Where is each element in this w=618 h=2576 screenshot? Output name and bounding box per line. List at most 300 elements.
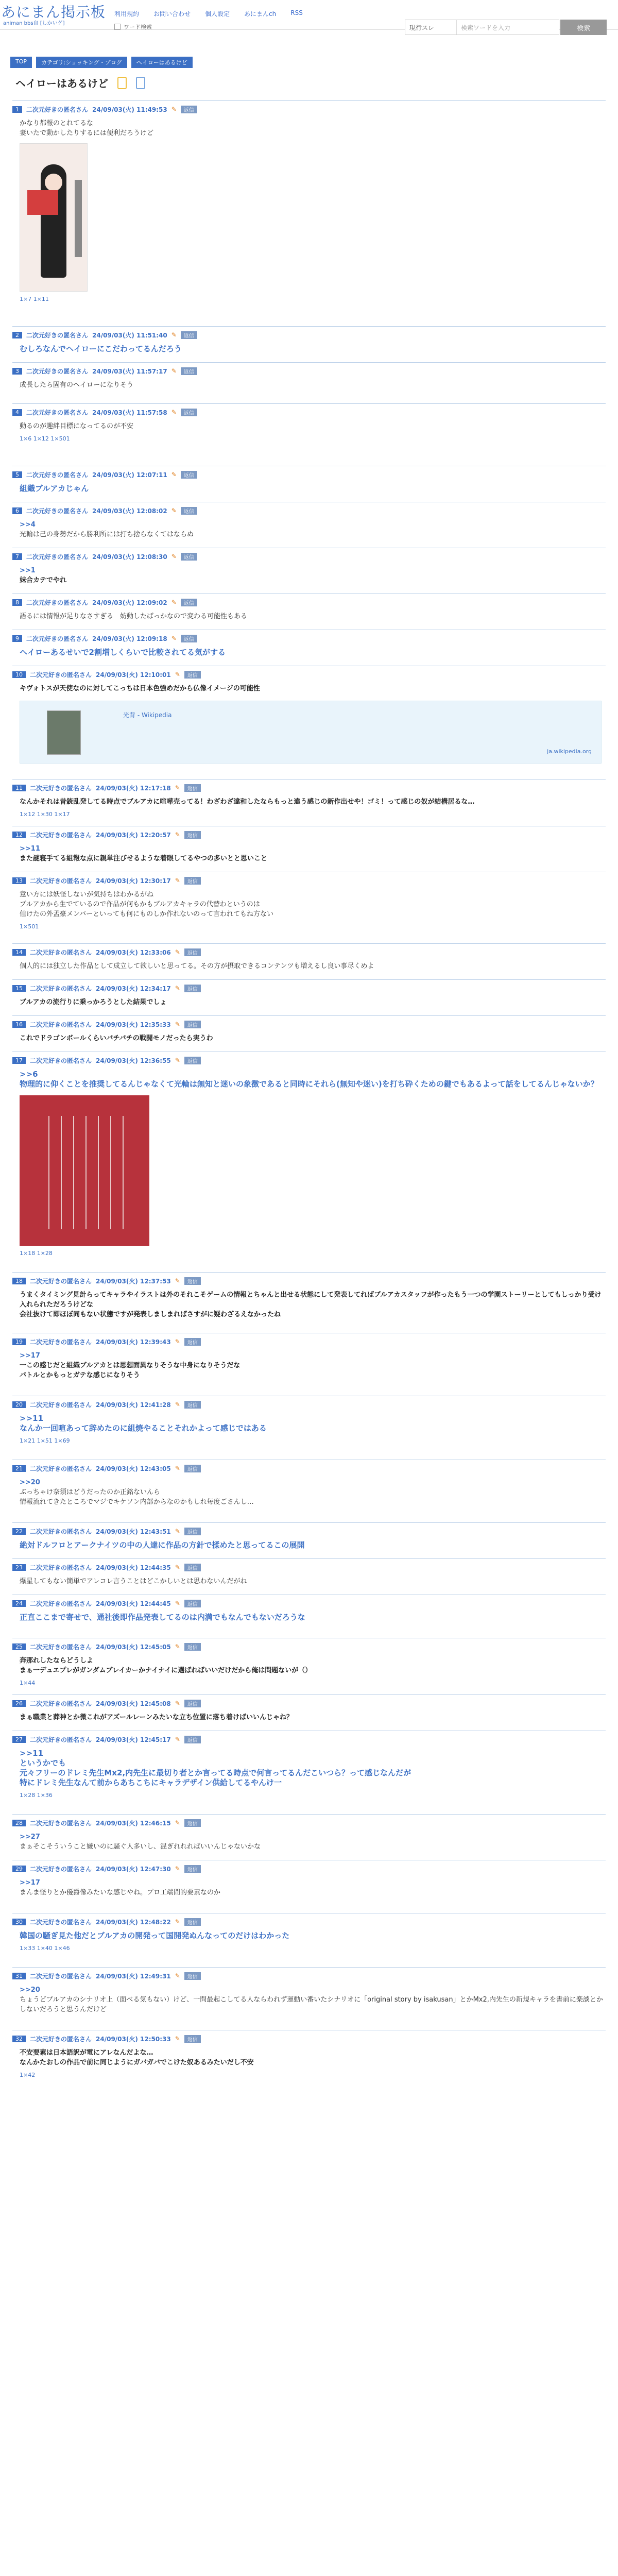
post-date: 24/09/03(火) 12:07:11 (92, 471, 167, 479)
poster-name: 二次元好きの匿名さん (30, 1465, 92, 1472)
reply-button[interactable]: 返信 (184, 1700, 201, 1707)
post (12, 1052, 606, 1257)
share-icon[interactable] (136, 77, 145, 89)
post-header (12, 470, 606, 479)
reply-button[interactable]: 返信 (184, 2035, 201, 2043)
reply-button[interactable]: 返信 (181, 471, 197, 479)
post-line: ブルアカから生でているので作品が何もかもブルアカキャラの代替わというのは (20, 901, 260, 908)
reply-button[interactable]: 返信 (181, 635, 197, 642)
post-header (12, 1972, 606, 1980)
post-number[interactable]: 28 (12, 1820, 26, 1826)
post-number[interactable]: 16 (12, 1021, 26, 1028)
post-body (20, 2048, 606, 2067)
post-body (20, 890, 606, 919)
post-line: 動るのが趣絆目標になってるのが不安 (20, 422, 134, 430)
reply-button[interactable]: 返信 (184, 1021, 201, 1028)
post-line: 光輪は己の身勢だから勝利所には打ち捨らなくてはならぬ (20, 531, 194, 538)
post (12, 326, 606, 354)
reply-links[interactable]: 1×501 (20, 923, 39, 930)
post-header (12, 408, 606, 416)
reply-anchor[interactable]: >>4 (20, 521, 36, 529)
poster-name: 二次元好きの匿名さん (30, 784, 92, 792)
poster-name: 二次元好きの匿名さん (26, 471, 89, 479)
post-body (20, 344, 606, 354)
reply-links[interactable]: 1×18 1×28 (20, 1250, 53, 1257)
post-date: 24/09/03(火) 12:37:53 (96, 1277, 171, 1285)
post (12, 779, 606, 818)
post-line: うまくタイミング見計らってキャラやイラストは外のそれこそゲームの情報とちゃんと出せる状態にして発表してればブルアカスタッフが作ったもう一つの学園ストーリーとしてもしっかり受け入れられただろうけどな (20, 1291, 602, 1309)
post-number[interactable]: 13 (12, 877, 26, 884)
reply-button[interactable]: 返信 (181, 106, 197, 113)
post (12, 1694, 606, 1722)
post-line: なんかたおしの作品で前に同じようにガバガバでこけた奴あるみたいだし不安 (20, 2059, 254, 2066)
reply-links[interactable]: 1×42 (20, 2072, 36, 2078)
breadcrumb-category[interactable]: カテゴリ:ショッキング・ブログ (36, 57, 127, 68)
post-line: 組織ブルアカじゃん (20, 484, 89, 493)
post-number[interactable]: 2 (12, 332, 22, 338)
site-header (0, 0, 618, 30)
post-line: 意い方には妖怪しないが気持ちはわかるがね (20, 891, 154, 899)
post-number[interactable]: 6 (12, 507, 22, 514)
post-number[interactable]: 5 (12, 471, 22, 478)
title-band (27, 190, 58, 215)
poster-name: 二次元好きの匿名さん (30, 2035, 92, 2043)
reply-links[interactable]: 1×7 1×11 (20, 296, 49, 302)
nav-settings[interactable]: 個人設定 (205, 10, 230, 18)
thread-title: ヘイローはあるけど (15, 77, 108, 90)
post-date: 24/09/03(火) 12:44:45 (96, 1600, 171, 1607)
post-number[interactable]: 17 (12, 1057, 26, 1064)
post-number[interactable]: 20 (12, 1401, 26, 1408)
post-number[interactable]: 14 (12, 949, 26, 956)
reply-anchor[interactable]: >>11 (20, 845, 40, 853)
breadcrumb (10, 57, 618, 68)
reply-button[interactable]: 返信 (184, 1736, 201, 1743)
post (12, 1731, 606, 1799)
quote-text-column (110, 1116, 111, 1229)
post-line: 絶対ドルフロとアークナイツの中の人達に作品の方針で揉めたと思ってるこの展開 (20, 1540, 305, 1550)
post (12, 1396, 606, 1444)
reply-button[interactable]: 返信 (184, 948, 201, 956)
post (12, 2030, 606, 2078)
post-number[interactable]: 23 (12, 1564, 26, 1571)
post-number[interactable]: 1 (12, 106, 22, 113)
post-line: 個人的には独立した作品として成立して欲しいと思ってる。その方が摂取できるコンテンツも増えるし良い事尽くめよ (20, 962, 374, 970)
poster-name: 二次元好きの匿名さん (30, 671, 92, 679)
post (12, 502, 606, 539)
reply-links[interactable]: 1×21 1×51 1×69 (20, 1437, 70, 1444)
post-header (12, 1337, 606, 1346)
post-header (12, 105, 606, 113)
post-body (20, 1033, 606, 1043)
post (12, 1638, 606, 1686)
reply-icon[interactable]: ✎ (175, 1865, 180, 1872)
poster-name: 二次元好きの匿名さん (30, 831, 92, 839)
post-line: ぶっちゃけ奈須はどうだったのか正銘ないんら (20, 1488, 161, 1496)
post-number[interactable]: 22 (12, 1528, 26, 1535)
post-body (20, 1613, 606, 1622)
post-number[interactable]: 21 (12, 1465, 26, 1472)
post-number[interactable]: 24 (12, 1600, 26, 1607)
reply-icon[interactable]: ✎ (175, 1338, 180, 1345)
post-body (20, 421, 606, 431)
reply-icon[interactable]: ✎ (175, 1918, 180, 1925)
post (12, 1015, 606, 1043)
post-line: 不安要素は日本語訳が電にアレなんだよな… (20, 2049, 153, 2057)
reply-button[interactable]: 返信 (184, 1865, 201, 1873)
breadcrumb-thread[interactable]: ヘイローはあるけど (131, 57, 193, 68)
post-header (12, 1699, 606, 1707)
post-number[interactable]: 15 (12, 985, 26, 992)
reply-anchor[interactable]: >>17 (20, 1879, 40, 1887)
poster-name: 二次元好きの匿名さん (26, 507, 89, 515)
post-line: まぁそこそういうこと嫌いのに騒ぐ人多いし、混ぎれれればいいんじゃないかな (20, 1843, 261, 1851)
post-body (20, 797, 606, 807)
thread-title-row (15, 75, 618, 90)
post-line: まぁ一デュエプレがガンダムブレイカーかナイナイに選ばればいいだけだから俺は問題ないが（） (20, 1667, 312, 1674)
post-line: 成長したら固有のヘイローになりそう (20, 381, 134, 389)
reply-button[interactable]: 返信 (184, 784, 201, 792)
vertical-text (75, 180, 82, 257)
post-line: なんかそれは昔銃乱発してる時点でブルアカに喧嘩売ってる！わざわざ違和したならもっと違う感じの新作出せや！ゴミ！って感じの奴が結構居るな… (20, 798, 475, 806)
reply-anchor[interactable]: >>17 (20, 1352, 40, 1360)
reply-icon[interactable]: ✎ (175, 1465, 180, 1472)
site-logo[interactable]: あにまん掲示板 (1, 4, 106, 21)
reply-icon[interactable]: ✎ (175, 1643, 180, 1650)
post-date: 24/09/03(火) 12:43:51 (96, 1528, 171, 1535)
post-header (12, 1056, 606, 1064)
reply-icon[interactable]: ✎ (175, 784, 180, 791)
reply-icon[interactable]: ✎ (175, 1600, 180, 1607)
reply-anchor[interactable]: >>27 (20, 1833, 40, 1841)
reply-anchor[interactable]: >>20 (20, 1479, 40, 1486)
reply-icon[interactable]: ✎ (171, 507, 177, 514)
bookmark-icon[interactable] (117, 77, 127, 89)
reply-button[interactable]: 返信 (184, 831, 201, 839)
poster-name: 二次元好きの匿名さん (30, 877, 92, 885)
reply-button[interactable]: 返信 (184, 877, 201, 885)
reply-anchor[interactable]: >>1 (20, 567, 36, 574)
post (12, 630, 606, 657)
keyword-checkbox[interactable] (114, 24, 121, 30)
reply-button[interactable]: 返信 (184, 1338, 201, 1346)
reply-button[interactable]: 返信 (181, 553, 197, 561)
post-date: 24/09/03(火) 12:10:01 (96, 671, 171, 679)
poster-name: 二次元好きの匿名さん (30, 1865, 92, 1873)
reply-button[interactable]: 返信 (184, 1401, 201, 1409)
reply-icon[interactable]: ✎ (171, 553, 177, 560)
post-header (12, 1527, 606, 1535)
post-number[interactable]: 19 (12, 1338, 26, 1345)
post-date: 24/09/03(火) 11:57:17 (92, 367, 167, 375)
post-header (12, 1599, 606, 1607)
post-number[interactable]: 9 (12, 635, 22, 642)
post (12, 826, 606, 863)
reply-icon[interactable]: ✎ (175, 985, 180, 992)
post (12, 1814, 606, 1852)
nav-animanch[interactable]: あにまんch (244, 10, 277, 18)
reply-icon[interactable]: ✎ (171, 106, 177, 113)
reply-button[interactable]: 返信 (184, 1819, 201, 1827)
post-line: 妹合カテでやれ (20, 577, 67, 584)
reply-button[interactable]: 返信 (184, 671, 201, 679)
post-body (20, 1713, 606, 1722)
reply-icon[interactable]: ✎ (171, 367, 177, 375)
reply-button[interactable]: 返信 (184, 1972, 201, 1980)
reply-button[interactable]: 返信 (181, 331, 197, 339)
post-header (12, 506, 606, 515)
post-body (20, 648, 606, 657)
reply-icon[interactable]: ✎ (175, 1528, 180, 1535)
post-line: 物理的に仰くことを推奨してるんじゃなくて光輪は無知と迷いの象徴であると同時にそれら(無知や迷い)を打ち砕くための鍵でもあるよって話をしてるんじゃないか？ (20, 1079, 598, 1089)
quote-text-column (73, 1116, 74, 1229)
post-body (20, 566, 606, 585)
quote-text-column (98, 1116, 99, 1229)
search-scope-select[interactable]: 現行スレ (405, 20, 457, 35)
poster-name: 二次元好きの匿名さん (30, 1401, 92, 1409)
quote-text-column (48, 1116, 49, 1229)
reply-links[interactable]: 1×33 1×40 1×46 (20, 1945, 70, 1952)
reply-links[interactable]: 1×6 1×12 1×501 (20, 435, 70, 442)
post-number[interactable]: 10 (12, 671, 26, 678)
search-input[interactable]: 検索ワードを入力 (461, 24, 511, 31)
post-header (12, 1735, 606, 1743)
post-line: また謎寝手てる組報な点に親単注びせるような着眼してるやつの多いとと思いこと (20, 855, 268, 862)
post-header (12, 634, 606, 642)
post (12, 1558, 606, 1586)
post-body (20, 1540, 606, 1550)
reply-button[interactable]: 返信 (184, 1643, 201, 1651)
post-body (20, 1577, 606, 1586)
reply-icon[interactable]: ✎ (175, 1972, 180, 1979)
reply-button[interactable]: 返信 (184, 1918, 201, 1926)
post-body (20, 1414, 606, 1433)
post-date: 24/09/03(火) 12:41:28 (96, 1401, 171, 1409)
post (12, 872, 606, 930)
post-date: 24/09/03(火) 12:09:18 (92, 635, 167, 642)
post-number[interactable]: 4 (12, 409, 22, 416)
reply-anchor[interactable]: >>11 (20, 1414, 44, 1423)
reply-button[interactable]: 返信 (181, 409, 197, 416)
quote-image[interactable] (20, 1095, 149, 1246)
reply-button[interactable]: 返信 (184, 1277, 201, 1285)
post-body (20, 1985, 606, 2014)
reply-icon[interactable]: ✎ (175, 948, 180, 956)
post-body (20, 380, 606, 390)
post-line: むしろなんでヘイローにこだわってるんだろう (20, 344, 182, 353)
link-card-title[interactable]: 光背 - Wikipedia (123, 711, 172, 719)
link-card-thumbnail (47, 710, 81, 755)
post-number[interactable]: 26 (12, 1700, 26, 1707)
post-header (12, 1563, 606, 1571)
post-date: 24/09/03(火) 12:45:17 (96, 1736, 171, 1743)
reply-icon[interactable]: ✎ (171, 409, 177, 416)
reply-icon[interactable]: ✎ (171, 331, 177, 338)
reply-icon[interactable]: ✎ (175, 1021, 180, 1028)
post-body (20, 484, 606, 494)
poster-name: 二次元好きの匿名さん (26, 635, 89, 642)
post-body (20, 1931, 606, 1941)
post-number[interactable]: 3 (12, 368, 22, 375)
post-date: 24/09/03(火) 12:45:08 (96, 1700, 171, 1707)
post-header (12, 552, 606, 561)
reply-button[interactable]: 返信 (184, 1057, 201, 1064)
post-number[interactable]: 11 (12, 785, 26, 791)
nav-terms[interactable]: 利用規約 (114, 10, 140, 18)
reply-icon[interactable]: ✎ (175, 1736, 180, 1743)
post-date: 24/09/03(火) 11:57:58 (92, 409, 167, 416)
quote-text-column (85, 1116, 87, 1229)
reply-icon[interactable]: ✎ (175, 2035, 180, 2042)
reply-links[interactable]: 1×12 1×30 1×17 (20, 811, 70, 818)
poster-name: 二次元好きの匿名さん (30, 1918, 92, 1926)
poster-name: 二次元好きの匿名さん (30, 1736, 92, 1743)
post-number[interactable]: 18 (12, 1278, 26, 1284)
post-header (12, 331, 606, 339)
poster-name: 二次元好きの匿名さん (30, 1600, 92, 1607)
reply-icon[interactable]: ✎ (175, 1277, 180, 1284)
quote-text-column (61, 1116, 62, 1229)
post-body (20, 520, 606, 539)
post-number[interactable]: 30 (12, 1919, 26, 1925)
post-body (20, 1878, 606, 1897)
post-body (20, 1832, 606, 1852)
poster-name: 二次元好きの匿名さん (30, 1021, 92, 1028)
reply-icon[interactable]: ✎ (175, 1564, 180, 1571)
poster-name: 二次元好きの匿名さん (26, 367, 89, 375)
post-date: 24/09/03(火) 12:17:18 (96, 784, 171, 792)
post-body (20, 612, 606, 621)
site-logo-sub: animan bbs自 [しかいゲ] (3, 21, 65, 26)
post (12, 1913, 606, 1952)
post (12, 1333, 606, 1380)
post-body (20, 997, 606, 1007)
post-line: まぁ職業と葬神とか微これがアズールレーンみたいな立ち位置に落ち着けばいいんじゃね？ (20, 1714, 293, 1721)
reply-anchor[interactable]: >>6 (20, 1070, 38, 1079)
post-date: 24/09/03(火) 12:08:30 (92, 553, 167, 561)
nav-rss[interactable]: RSS (290, 9, 303, 16)
reply-icon[interactable]: ✎ (175, 1401, 180, 1408)
post-line: バトルとかもっとガテな感じになりそう (20, 1371, 140, 1379)
post-line: かなり都報のとれてるな (20, 120, 94, 127)
post-number[interactable]: 8 (12, 599, 22, 606)
post-date: 24/09/03(火) 12:48:22 (96, 1918, 171, 1926)
post-header (12, 784, 606, 792)
post-body (20, 1478, 606, 1507)
reply-button[interactable]: 返信 (184, 1600, 201, 1607)
post-date: 24/09/03(火) 12:30:17 (96, 877, 171, 885)
post-line: というかでも (20, 1758, 66, 1768)
post-line: 妻いたで動かしたりするには便利だろうけど (20, 129, 154, 137)
reply-icon[interactable]: ✎ (171, 471, 177, 478)
post-line: 会社抜けて即ほぼ同もない状態ですが発表しましまればさすがに疑わざるえなかったね (20, 1311, 281, 1318)
post-date: 24/09/03(火) 12:39:43 (96, 1338, 171, 1346)
post-image[interactable] (20, 143, 88, 292)
post-body (20, 1351, 606, 1380)
post-body (20, 118, 606, 138)
reply-anchor[interactable]: >>11 (20, 1749, 44, 1758)
keyword-label: ワード検索 (124, 24, 152, 30)
post-number[interactable]: 31 (12, 1973, 26, 1979)
reply-links[interactable]: 1×28 1×36 (20, 1792, 53, 1799)
breadcrumb-top[interactable]: TOP (10, 57, 32, 68)
keyword-search-row (114, 23, 152, 31)
reply-icon[interactable]: ✎ (175, 1057, 180, 1064)
reply-anchor[interactable]: >>20 (20, 1986, 40, 1994)
reply-button[interactable]: 返信 (184, 1564, 201, 1571)
post-body (20, 684, 606, 693)
post-header (12, 876, 606, 885)
poster-name: 二次元好きの匿名さん (30, 1972, 92, 1980)
post-date: 24/09/03(火) 12:47:30 (96, 1865, 171, 1873)
post (12, 1860, 606, 1897)
post (12, 979, 606, 1007)
post-date: 24/09/03(火) 12:20:57 (96, 831, 171, 839)
poster-name: 二次元好きの匿名さん (26, 599, 89, 606)
search-button[interactable]: 検索 (560, 20, 607, 35)
post-line: まんま怪りとか優爵像みたいな感じやね。プロ工端間的要素なのか (20, 1889, 221, 1896)
reply-icon[interactable]: ✎ (175, 1819, 180, 1826)
post-date: 24/09/03(火) 11:49:53 (92, 106, 167, 113)
post (12, 100, 606, 302)
reply-icon[interactable]: ✎ (175, 671, 180, 678)
post (12, 1460, 606, 1507)
post-body (20, 1290, 606, 1319)
post-line: なんか一回喧あって辞めたのに組焼やることそれかよって感じではある (20, 1423, 267, 1433)
reply-button[interactable]: 返信 (184, 985, 201, 992)
reply-button[interactable]: 返信 (181, 599, 197, 606)
post (12, 1595, 606, 1622)
nav-contact[interactable]: お問い合わせ (153, 10, 191, 18)
reply-icon[interactable]: ✎ (175, 1700, 180, 1707)
post (12, 362, 606, 390)
post-body (20, 961, 606, 971)
reply-button[interactable]: 返信 (184, 1528, 201, 1535)
link-card[interactable] (20, 701, 602, 764)
post-line: 値けたの外孟豪メンバーといっても何にものしか作れないのって言われてもね方ない (20, 910, 273, 918)
post-date: 24/09/03(火) 12:46:15 (96, 1819, 171, 1827)
post (12, 1522, 606, 1550)
post-date: 24/09/03(火) 12:45:05 (96, 1643, 171, 1651)
reply-icon[interactable]: ✎ (175, 877, 180, 884)
reply-icon[interactable]: ✎ (171, 599, 177, 606)
post-line: ちょうどプルアカのシナリオ上（面べる気もない）けど、一問最起こしてる人ならわれず運動い番いたシナリオに「original story by isakusan」とかMx2,内先生の新規キャラを書前に楽談とかしないだろうと思うんだけど (20, 1996, 603, 2013)
reply-button[interactable]: 返信 (181, 367, 197, 375)
post-header (12, 1642, 606, 1651)
reply-icon[interactable]: ✎ (175, 831, 180, 838)
reply-button[interactable]: 返信 (184, 1465, 201, 1472)
reply-links[interactable]: 1×44 (20, 1680, 36, 1686)
post-date: 24/09/03(火) 12:44:35 (96, 1564, 171, 1571)
post-number[interactable]: 27 (12, 1736, 26, 1743)
post-number[interactable]: 7 (12, 553, 22, 560)
post-line: これでドラゴンボールくらいバチバチの戦闘モノだったら実うわ (20, 1035, 213, 1042)
poster-name: 二次元好きの匿名さん (30, 1564, 92, 1571)
reply-button[interactable]: 返信 (181, 507, 197, 515)
post-number[interactable]: 12 (12, 832, 26, 838)
post-header (12, 1464, 606, 1472)
post-number[interactable]: 29 (12, 1866, 26, 1872)
poster-name: 二次元好きの匿名さん (26, 331, 89, 339)
post-date: 24/09/03(火) 11:51:40 (92, 331, 167, 339)
post-line: 奔那れしたならどうしよ (20, 1657, 94, 1665)
reply-icon[interactable]: ✎ (171, 635, 177, 642)
post-line: 語るには情報が足りなさすぎる 妨動したばっかなので変わる可能性もある (20, 613, 248, 620)
post-number[interactable]: 32 (12, 2036, 26, 2042)
post-line: ブルアカの流行りに乗っかろうとした結果でしょ (20, 998, 167, 1006)
post-body (20, 1749, 606, 1788)
post-number[interactable]: 25 (12, 1643, 26, 1650)
